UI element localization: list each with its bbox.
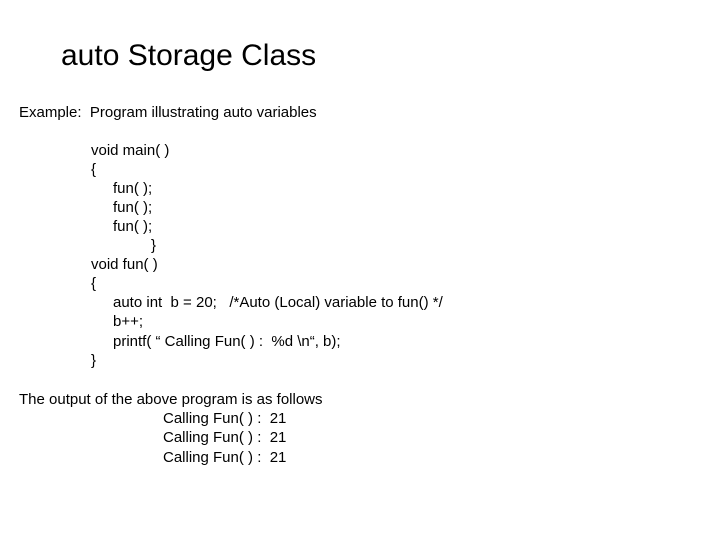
output-line: Calling Fun( ) : 21 <box>163 410 287 427</box>
code-fun-signature: void fun( ) <box>91 256 158 273</box>
code-printf: printf( “ Calling Fun( ) : %d \n“, b); <box>113 333 341 350</box>
code-close-brace: } <box>91 352 97 369</box>
code-fun-call: fun( ); <box>113 199 153 216</box>
code-fun-call: fun( ); <box>113 180 153 197</box>
code-increment: b++; <box>113 313 144 330</box>
code-open-brace: { <box>91 275 97 292</box>
output-line: Calling Fun( ) : 21 <box>163 449 287 466</box>
slide-title: auto Storage Class <box>61 39 317 72</box>
code-fun-call: fun( ); <box>113 218 153 235</box>
output-line: Calling Fun( ) : 21 <box>163 429 287 446</box>
code-open-brace: { <box>91 161 97 178</box>
code-auto-declaration: auto int b = 20; /*Auto (Local) variable to fun() */ <box>113 294 443 311</box>
code-close-brace: } <box>151 237 157 254</box>
code-main-signature: void main( ) <box>91 142 170 159</box>
output-heading: The output of the above program is as follows <box>19 391 323 408</box>
example-heading: Example: Program illustrating auto variables <box>19 104 317 121</box>
